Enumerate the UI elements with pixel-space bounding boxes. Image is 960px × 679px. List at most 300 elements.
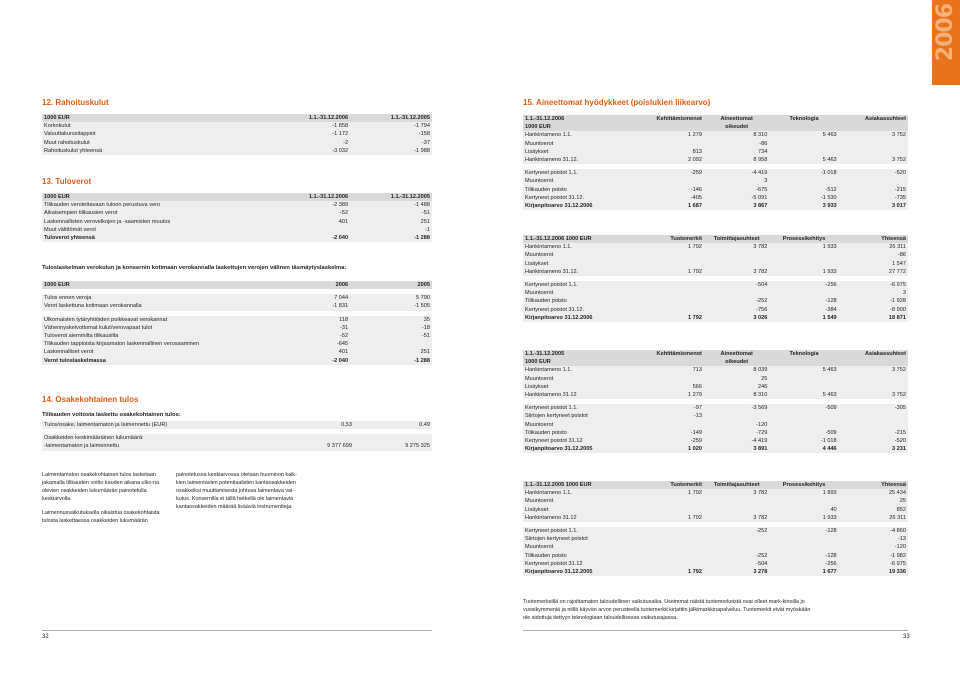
cell-value: 3 752 xyxy=(839,391,908,399)
cell-value xyxy=(704,543,769,551)
cell-value: -1 018 xyxy=(769,169,838,177)
cell-value: 8 039 xyxy=(704,366,769,374)
recon-title: Tuloslaskelman verokulun ja konsernin kotimaan verokannalla laskettujen verojen välinen täsmäytyslaskelma: xyxy=(42,265,347,271)
cell-value xyxy=(704,251,769,259)
row-label: 1.1.-31.12.2006 xyxy=(523,115,639,123)
table-header xyxy=(42,281,432,289)
cell-value: 5 463 xyxy=(769,131,838,139)
cell-value xyxy=(704,260,769,268)
total-row xyxy=(523,568,908,576)
table-row xyxy=(523,186,908,194)
cell-value: -6 975 xyxy=(839,560,908,568)
cell-value: Teknologia xyxy=(769,350,838,358)
cell-value: 25 xyxy=(839,497,908,505)
cell-value: 251 xyxy=(350,218,432,226)
cell-value: -52 xyxy=(268,332,350,340)
cell-value: 0,49 xyxy=(354,421,432,429)
year-label: 2006 xyxy=(933,4,958,62)
cell-value: -252 xyxy=(704,527,769,535)
table-row xyxy=(42,209,432,217)
year-corner-tab xyxy=(932,0,960,85)
cell-value: 1 279 xyxy=(639,131,704,139)
cell-value xyxy=(704,412,769,420)
cell-value: 9 377 699 xyxy=(276,442,354,450)
total-row xyxy=(523,202,908,210)
row-label: Tilikauden poisto xyxy=(523,429,639,437)
table-header xyxy=(42,193,432,201)
table-row xyxy=(523,251,908,259)
cell-value xyxy=(639,535,704,543)
table-row xyxy=(42,122,432,130)
cell-value xyxy=(639,552,704,560)
cell-value xyxy=(769,148,838,156)
cell-value: -1 928 xyxy=(839,297,908,305)
table-row xyxy=(42,324,432,332)
cell-value: Kehittämismenot xyxy=(639,350,704,358)
cell-value: 1 933 xyxy=(769,268,838,276)
table-row xyxy=(523,429,908,437)
table-row xyxy=(42,421,432,429)
cell-value: -1 288 xyxy=(350,357,432,365)
table-row xyxy=(523,375,908,383)
row-label: Muuntoerot xyxy=(523,421,639,429)
cell-value: -4 860 xyxy=(839,527,908,535)
table-row xyxy=(42,201,432,209)
row-label: Siirtojen kertyneet poistot xyxy=(523,535,639,543)
cell-value xyxy=(639,177,704,185)
cell-value: Tuotemerkit xyxy=(639,481,704,489)
cell-value: 3 xyxy=(839,289,908,297)
cell-value: 9 275 325 xyxy=(354,442,432,450)
cell-value: -256 xyxy=(769,560,838,568)
table-row xyxy=(42,332,432,340)
table-row xyxy=(523,243,908,251)
cell-value xyxy=(639,289,704,297)
row-label: Verot tuloslaskelmassa xyxy=(42,357,268,365)
cell-value: -504 xyxy=(704,281,769,289)
row-label: Hankintameno 1.1. xyxy=(523,131,639,139)
row-label: Tilikauden poisto xyxy=(523,186,639,194)
cell-value: 1.1.-31.12.2006 xyxy=(268,114,350,122)
row-label: Kertyneet poistot 31.12 xyxy=(523,560,639,568)
cell-value: -3 569 xyxy=(704,404,769,412)
row-label: Hankintameno 31.12. xyxy=(523,268,639,276)
row-label: Muuntoerot xyxy=(523,289,639,297)
cell-value: Asiakassuhteet xyxy=(839,350,908,358)
cell-value: -1 982 xyxy=(839,552,908,560)
cell-value: -512 xyxy=(769,186,838,194)
table-row xyxy=(523,560,908,568)
cell-value: -97 xyxy=(639,404,704,412)
cell-value xyxy=(769,535,838,543)
cell-value: 2005 xyxy=(350,281,432,289)
cell-value: -51 xyxy=(350,209,432,217)
cell-value: 401 xyxy=(268,348,350,356)
cell-value: 3 026 xyxy=(704,314,769,322)
section-14-title: 14. Osakekohtainen tulos xyxy=(42,395,139,404)
cell-value: 18 871 xyxy=(839,314,908,322)
cell-value: -520 xyxy=(839,169,908,177)
cell-value: -52 xyxy=(268,209,350,217)
table-row xyxy=(42,226,432,234)
table-row xyxy=(523,489,908,497)
cell-value: -128 xyxy=(769,527,838,535)
table-row xyxy=(523,366,908,374)
cell-value xyxy=(704,535,769,543)
cell-value: -405 xyxy=(639,194,704,202)
table-tuloverot xyxy=(42,193,432,242)
cell-value: -509 xyxy=(769,404,838,412)
cell-value xyxy=(639,123,704,131)
row-label: 1.1.-31.12.2005 1000 EUR xyxy=(523,481,639,489)
cell-value: 1 933 xyxy=(769,243,838,251)
brand-note: Tuotemerkeillä on rajoittamaton taloudellinen vaikutusaika. Useimmat näistä tuotemerkeistä ovat olleet mark-kinoilla jo vuosikymmeniä ja niillä käyvän arvon perusteella tuotemerkit kirjattiin jälkimarkkinapalveluu. Tuotemerkit eivät myöskään ole sidottuja tiettyyn teknologiaan taloudellisessa vaikutusajassa. xyxy=(523,599,811,621)
row-label: Hankintameno 1.1. xyxy=(523,243,639,251)
cell-value: 3 782 xyxy=(704,489,769,497)
cell-value xyxy=(839,177,908,185)
row-label: Siirtojen kertyneet poistot xyxy=(523,412,639,420)
table-header xyxy=(523,115,908,123)
row-label: 1000 EUR xyxy=(42,114,268,122)
cell-value xyxy=(639,421,704,429)
cell-value: 713 xyxy=(639,366,704,374)
row-label: Rahoituskulut yhteensä xyxy=(42,147,268,155)
row-label: Valuuttakurssitappiot xyxy=(42,130,268,138)
cell-value xyxy=(839,148,908,156)
row-label: 1000 EUR xyxy=(523,358,639,366)
cell-value xyxy=(276,434,354,442)
cell-value: 35 xyxy=(350,316,432,324)
row-label: Tilikauden poisto xyxy=(523,552,639,560)
row-label: Kertyneet poistot 1.1. xyxy=(523,404,639,412)
section-13-title: 13. Tuloverot xyxy=(42,177,92,186)
cell-value: 734 xyxy=(704,148,769,156)
cell-value: -4 419 xyxy=(704,169,769,177)
cell-value: 1 279 xyxy=(639,391,704,399)
cell-value: -1 288 xyxy=(350,234,432,242)
cell-value: -256 xyxy=(769,281,838,289)
table-row xyxy=(523,268,908,276)
cell-value: -252 xyxy=(704,552,769,560)
cell-value: 0,53 xyxy=(276,421,354,429)
cell-value: Aineettomat xyxy=(704,350,769,358)
table-row xyxy=(523,497,908,505)
cell-value: 26 311 xyxy=(839,514,908,522)
cell-value: -120 xyxy=(839,543,908,551)
table-header xyxy=(523,350,908,358)
cell-value: 3 782 xyxy=(704,268,769,276)
cell-value: 25 xyxy=(704,375,769,383)
cell-value: 8 958 xyxy=(704,156,769,164)
row-label: Kertyneet poistot 31.12 xyxy=(523,437,639,445)
cell-value xyxy=(639,497,704,505)
cell-value: -18 xyxy=(350,324,432,332)
row-label: Vähennyskelvottomat kulut/verovapaat tulot xyxy=(42,324,268,332)
cell-value xyxy=(769,260,838,268)
row-label: Tilikauden verotettavaan tuloon perustuva vero xyxy=(42,201,268,209)
table-row xyxy=(523,148,908,156)
cell-value: -1 172 xyxy=(268,130,350,138)
cell-value: -3 032 xyxy=(268,147,350,155)
row-label: Tulos/osake, laimentamaton ja laimennettu (EUR) xyxy=(42,421,276,429)
cell-value: -509 xyxy=(769,429,838,437)
table-row xyxy=(42,294,432,302)
row-label: Ulkomaisten tytäryhtiöiden poikkeavat verokannat xyxy=(42,316,268,324)
row-label: Korkokulut xyxy=(42,122,268,130)
cell-value: -1 530 xyxy=(769,194,838,202)
row-label: Muuntoerot xyxy=(523,177,639,185)
cell-value: Yhteensä xyxy=(839,235,908,243)
table-row xyxy=(523,391,908,399)
cell-value: 1 549 xyxy=(769,314,838,322)
cell-value: 1 792 xyxy=(639,268,704,276)
cell-value: -86 xyxy=(839,251,908,259)
cell-value xyxy=(839,140,908,148)
cell-value xyxy=(268,226,350,234)
cell-value: 3 278 xyxy=(704,568,769,576)
table-row xyxy=(42,139,432,147)
table-aineettomat-2005-b xyxy=(523,481,908,576)
cell-value: -729 xyxy=(704,429,769,437)
cell-value: -384 xyxy=(769,306,838,314)
cell-value: 251 xyxy=(350,348,432,356)
cell-value: Prosessikehitys xyxy=(769,235,838,243)
row-label: Tuloverot yhteensä xyxy=(42,234,268,242)
cell-value xyxy=(769,543,838,551)
cell-value xyxy=(704,289,769,297)
cell-value: 5 463 xyxy=(769,391,838,399)
cell-value: 118 xyxy=(268,316,350,324)
cell-value: oikeudet xyxy=(704,123,769,131)
total-row xyxy=(42,357,432,365)
table-aineettomat-2005-a xyxy=(523,350,908,453)
row-label: Kirjanpitoarvo 31.12.2006 xyxy=(523,314,639,322)
cell-value: 813 xyxy=(639,148,704,156)
cell-value: 7 044 xyxy=(268,294,350,302)
cell-value: 1 792 xyxy=(639,514,704,522)
eps-note-a: Laimentamaton osakekohtainen tulos lasketaan jakamalla tilikauden voitto kauden aikana ulko-na olevien osakkeiden lukumäärän painotetulla keskiarvolla. Laimennusvaikutuksella oikaistua osakekohtaista tulosta laskettaessa osakkeiden lukumäärän xyxy=(42,472,160,524)
table-header xyxy=(523,481,908,489)
cell-value: 3 231 xyxy=(839,445,908,453)
cell-value xyxy=(839,412,908,420)
footer-rule-left xyxy=(42,630,432,631)
row-label: 1000 EUR xyxy=(523,123,639,131)
cell-value xyxy=(350,340,432,348)
eps-note-b: painotetussa keskiarvossa otetaan huomioon kaik-kien laimentavien potentiaalisten kantaosakkeiden osakkeiksi muuttamisesta johtuva laimentava vai-kutus. Konsernilla ei tällä hetkellä ole laimentavia kantaosakkeiden määrää lisääviä instrumentteja. xyxy=(176,472,297,510)
eps-subtitle: Tilikauden voitosta laskettu osakekohtainen tulos: xyxy=(42,412,181,418)
row-label: Muut välittömät verot xyxy=(42,226,268,234)
cell-value xyxy=(639,140,704,148)
cell-value xyxy=(704,506,769,514)
row-label: Muuntoerot xyxy=(523,375,639,383)
row-label: Hankintameno 1.1. xyxy=(523,489,639,497)
cell-value xyxy=(839,383,908,391)
cell-value: -4 419 xyxy=(704,437,769,445)
table-row xyxy=(523,535,908,543)
table-aineettomat-2006-b xyxy=(523,235,908,322)
page-number-left: 32 xyxy=(42,634,49,640)
table-row xyxy=(523,140,908,148)
cell-value: oikeudet xyxy=(704,358,769,366)
cell-value xyxy=(839,421,908,429)
cell-value xyxy=(839,375,908,383)
cell-value xyxy=(639,527,704,535)
table-row xyxy=(42,130,432,138)
total-row xyxy=(523,314,908,322)
cell-value: 27 772 xyxy=(839,268,908,276)
row-label: Tuloverot aiemmilta tilikausilta xyxy=(42,332,268,340)
cell-value xyxy=(839,358,908,366)
footer-rule-right xyxy=(523,630,908,631)
row-label: Kertyneet poistot 1.1. xyxy=(523,281,639,289)
cell-value: -2 040 xyxy=(268,357,350,365)
cell-value: -1 488 xyxy=(350,201,432,209)
cell-value xyxy=(769,177,838,185)
row-label: Muuntoerot xyxy=(523,497,639,505)
table-tasmaytys xyxy=(42,281,432,365)
cell-value: 2006 xyxy=(268,281,350,289)
table-row xyxy=(523,289,908,297)
row-label: Kertyneet poistot 31.12. xyxy=(523,306,639,314)
cell-value: 1 687 xyxy=(639,202,704,210)
cell-value: 401 xyxy=(268,218,350,226)
row-label: Tulos ennen veroja xyxy=(42,294,268,302)
total-row xyxy=(42,234,432,242)
cell-value xyxy=(704,497,769,505)
table-row xyxy=(523,506,908,514)
cell-value: 3 891 xyxy=(704,445,769,453)
row-label: Lisäykset xyxy=(523,260,639,268)
cell-value xyxy=(639,306,704,314)
row-label: Kertyneet poistot 1.1. xyxy=(523,169,639,177)
total-row xyxy=(523,445,908,453)
cell-value xyxy=(354,434,432,442)
cell-value: 1 792 xyxy=(639,489,704,497)
cell-value: -1 831 xyxy=(268,302,350,310)
cell-value: -215 xyxy=(839,429,908,437)
cell-value: -675 xyxy=(704,186,769,194)
cell-value: -37 xyxy=(350,139,432,147)
cell-value xyxy=(769,375,838,383)
cell-value: 3 752 xyxy=(839,131,908,139)
cell-value: 246 xyxy=(704,383,769,391)
table-row xyxy=(523,194,908,202)
cell-value: Tuotemerkit xyxy=(639,235,704,243)
cell-value: -735 xyxy=(839,194,908,202)
table-row xyxy=(42,302,432,310)
table-rahoituskulut xyxy=(42,114,432,155)
table-row xyxy=(523,437,908,445)
cell-value: 3 752 xyxy=(839,156,908,164)
table-row xyxy=(523,552,908,560)
cell-value: 3 867 xyxy=(704,202,769,210)
table-header xyxy=(42,114,432,122)
cell-value: 8 310 xyxy=(704,391,769,399)
cell-value: -215 xyxy=(839,186,908,194)
row-label: Muuntoerot xyxy=(523,543,639,551)
row-label: Hankintameno 31.12. xyxy=(523,156,639,164)
cell-value: 3 017 xyxy=(839,202,908,210)
cell-value xyxy=(769,421,838,429)
cell-value: -8 900 xyxy=(839,306,908,314)
table-row xyxy=(523,177,908,185)
cell-value: -259 xyxy=(639,169,704,177)
cell-value xyxy=(839,123,908,131)
cell-value: 19 336 xyxy=(839,568,908,576)
table-row xyxy=(42,218,432,226)
cell-value xyxy=(639,251,704,259)
cell-value: 1 893 xyxy=(769,489,838,497)
table-row xyxy=(523,527,908,535)
row-label: Tilikauden tappioista kirjaamaton laskennallinen verosaaminen xyxy=(42,340,268,348)
cell-value: 1 792 xyxy=(639,314,704,322)
table-row xyxy=(523,281,908,289)
cell-value: -259 xyxy=(639,437,704,445)
row-label: Kertyneet poistot 31.12. xyxy=(523,194,639,202)
cell-value: -645 xyxy=(268,340,350,348)
cell-value: 1 792 xyxy=(639,568,704,576)
cell-value xyxy=(769,289,838,297)
cell-value: -51 xyxy=(350,332,432,340)
table-row xyxy=(523,297,908,305)
row-label: Aikaisempien tilikausien verot xyxy=(42,209,268,217)
table-row xyxy=(42,442,432,450)
cell-value: 5 790 xyxy=(350,294,432,302)
cell-value: -1 018 xyxy=(769,437,838,445)
cell-value: -504 xyxy=(704,560,769,568)
row-label: Muut rahoituskulut xyxy=(42,139,268,147)
cell-value xyxy=(639,375,704,383)
cell-value: 3 933 xyxy=(769,202,838,210)
cell-value: -520 xyxy=(839,437,908,445)
cell-value: Toimittajasuhteet xyxy=(704,235,769,243)
cell-value: Prosessikehitys xyxy=(769,481,838,489)
table-row xyxy=(523,404,908,412)
cell-value xyxy=(769,383,838,391)
cell-value: 1 547 xyxy=(839,260,908,268)
cell-value xyxy=(769,497,838,505)
cell-value: 3 782 xyxy=(704,514,769,522)
row-label: Lisäykset xyxy=(523,506,639,514)
table-row xyxy=(42,434,432,442)
row-label: Hankintameno 31.12 xyxy=(523,391,639,399)
cell-value: 26 311 xyxy=(839,243,908,251)
cell-value: -1 505 xyxy=(350,302,432,310)
table-row xyxy=(523,260,908,268)
row-label: -laimentamaton ja laimennettu xyxy=(42,442,276,450)
table-header xyxy=(523,123,908,131)
row-label: Osakkeiden keskimääräinen lukumäärä: xyxy=(42,434,276,442)
row-label: Kirjanpitoarvo 31.12.2005 xyxy=(523,445,639,453)
table-row xyxy=(42,316,432,324)
row-label: Tilikauden poisto xyxy=(523,297,639,305)
cell-value: Kehittämismenot xyxy=(639,115,704,123)
cell-value xyxy=(639,260,704,268)
table-row xyxy=(523,421,908,429)
page-number-right: 33 xyxy=(903,634,910,640)
cell-value: -146 xyxy=(639,186,704,194)
table-row xyxy=(523,131,908,139)
cell-value: -13 xyxy=(639,412,704,420)
cell-value xyxy=(769,358,838,366)
table-aineettomat-2006-a xyxy=(523,115,908,210)
row-label: Hankintameno 1.1. xyxy=(523,366,639,374)
cell-value: -1 858 xyxy=(268,122,350,130)
row-label: Kirjanpitoarvo 31.12.2006 xyxy=(523,202,639,210)
cell-value xyxy=(639,543,704,551)
cell-value: 1.1.-31.12.2005 xyxy=(350,193,432,201)
cell-value: 566 xyxy=(639,383,704,391)
